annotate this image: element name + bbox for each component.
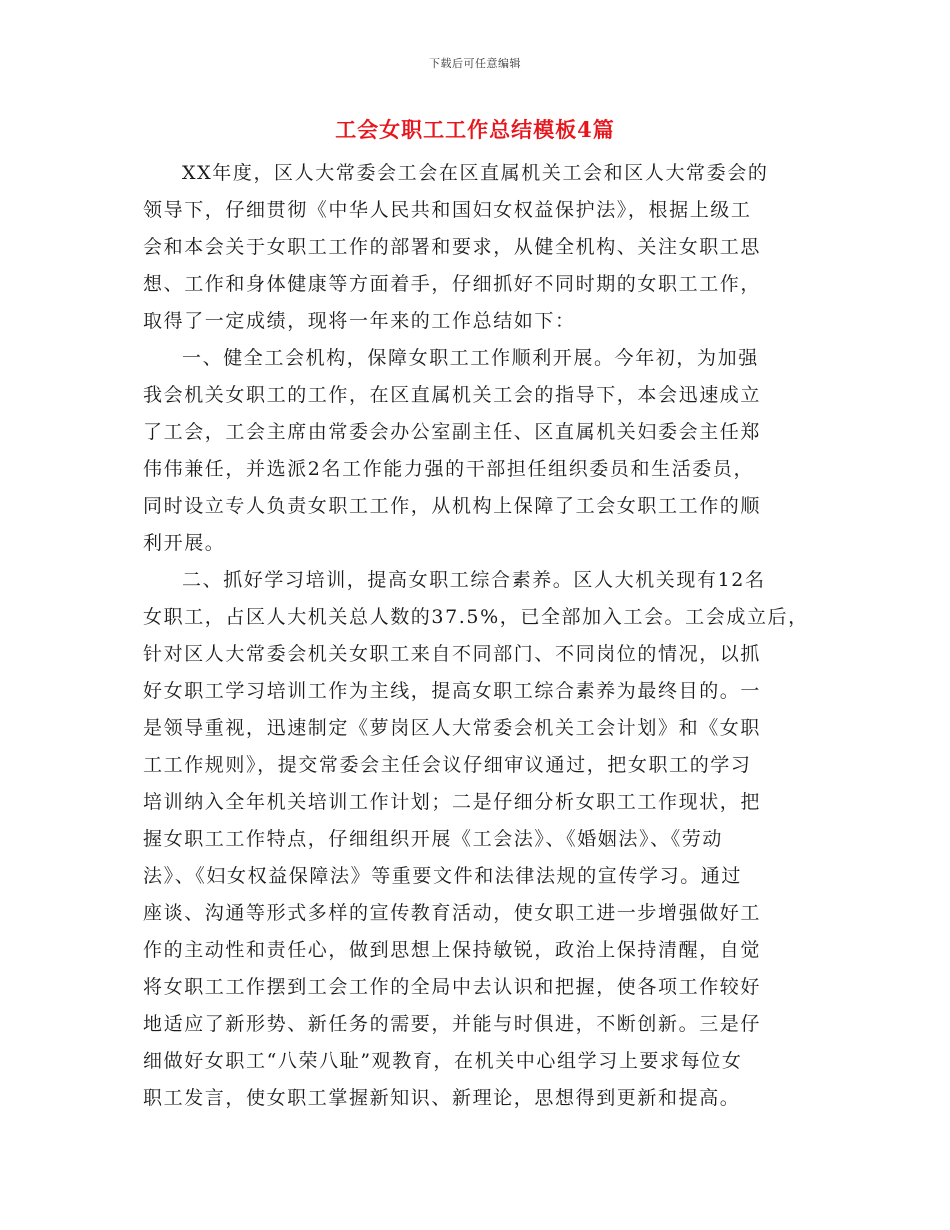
body-line: 一、健全工会机构，保障女职工工作顺利开展。今年初，为加强 [182,347,759,369]
header-note: 下载后可任意编辑 [429,57,521,70]
body-line: 握女职工工作特点，仔细组织开展《工会法》、《婚姻法》、《劳动 [143,828,724,850]
body-line: 我会机关女职工的工作，在区直属机关工会的指导下，本会迅速成立 [143,384,762,406]
body-line: 想、工作和身体健康等方面着手，仔细抓好不同时期的女职工工作， [143,273,762,295]
body-line: 伟伟兼任，并选派2名工作能力强的干部担任组织委员和生活委员， [143,458,755,480]
body-line: 领导下，仔细贯彻《中华人民共和国妇女权益保护法》，根据上级工 [143,199,752,221]
body-line: 了工会，工会主席由常委会办公室副主任、区直属机关妇委会主任郑 [143,421,762,443]
body-line: XX年度，区人大常委会工会在区直属机关工会和区人大常委会的 [182,162,769,184]
document-title: 工会女职工工作总结模板4篇 [335,117,615,142]
body-line: 座谈、沟通等形式多样的宣传教育活动，使女职工进一步增强做好工 [143,902,762,924]
body-line: 培训纳入全年机关培训工作计划；二是仔细分析女职工工作现状，把 [143,791,762,813]
body-line: 是领导重视，迅速制定《萝岗区人大常委会机关工会计划》和《女职 [143,717,762,739]
body-line: 针对区人大常委会机关女职工来自不同部门、不同岗位的情况，以抓 [143,643,762,665]
body-line: 工工作规则》，提交常委会主任会议仔细审议通过，把女职工的学习 [143,754,752,776]
body-line: 女职工，占区人大机关总人数的37.5%，已全部加入工会。工会成立后， [143,606,809,628]
body-line: 二、抓好学习培训，提高女职工综合素养。区人大机关现有12名 [182,569,766,591]
body-line: 同时设立专人负责女职工工作，从机构上保障了工会女职工工作的顺 [143,495,762,517]
body-line: 法》、《妇女权益保障法》等重要文件和法律法规的宣传学习。通过 [143,865,743,887]
body-line: 职工发言，使女职工掌握新知识、新理论，思想得到更新和提高。 [143,1087,741,1109]
body-line: 将女职工工作摆到工会工作的全局中去认识和把握，使各项工作较好 [143,976,762,998]
body-line: 利开展。 [143,532,226,554]
body-line: 取得了一定成绩，现将一年来的工作总结如下： [143,310,576,332]
body-line: 地适应了新形势、新任务的需要，并能与时俱进，不断创新。三是仔 [143,1013,762,1035]
body-line: 作的主动性和责任心，做到思想上保持敏锐，政治上保持清醒，自觉 [143,939,762,961]
body-line: 细做好女职工“八荣八耻”观教育，在机关中心组学习上要求每位女 [143,1050,743,1072]
body-line: 会和本会关于女职工工作的部署和要求，从健全机构、关注女职工思 [143,236,762,258]
body-line: 好女职工学习培训工作为主线，提高女职工综合素养为最终目的。一 [143,680,762,702]
